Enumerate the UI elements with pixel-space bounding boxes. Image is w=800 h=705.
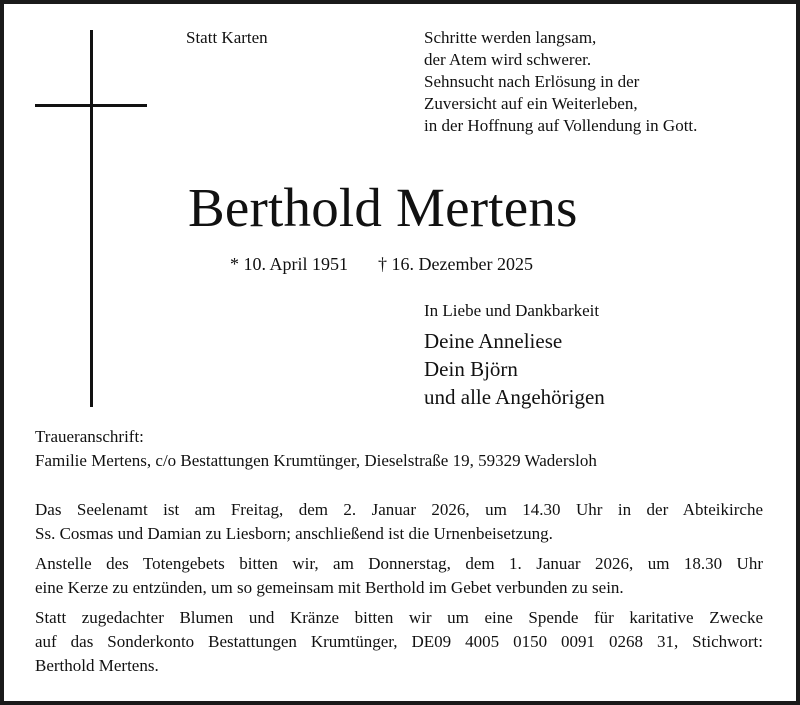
notice-line: eine Kerze zu entzünden, um so gemeinsam mit Berthold im Gebet verbunden zu sein. [35,578,624,597]
notices [35,492,763,684]
notice-line: auf das Sonderkonto Bestattungen Krumtünger, DE09 4005 0150 0091 0268 31, Stichwort: [35,632,763,651]
death-date: † 16. Dezember 2025 [378,254,533,274]
notice-line: Das Seelenamt ist am Freitag, dem 2. Januar 2026, um 14.30 Uhr in der Abteikirche [35,500,763,519]
address-label: Traueranschrift: [35,427,144,446]
life-dates [230,252,533,276]
statt-karten-label: Statt Karten [186,28,268,47]
notice-line: Anstelle des Totengebets bitten wir, am Donnerstag, dem 1. Januar 2026, um 18.30 Uhr [35,554,763,573]
mourning-address [35,425,597,473]
mourner-name: und alle Angehörigen [424,385,605,409]
deceased-name: Berthold Mertens [188,177,578,238]
mourners-list [424,327,605,411]
poem-line: in der Hoffnung auf Vollendung in Gott. [424,116,698,135]
notice-line: Ss. Cosmas und Damian zu Liesborn; anschließend ist die Urnenbeisetzung. [35,524,553,543]
poem-line: Sehnsucht nach Erlösung in der [424,72,640,91]
cross-icon-vertical-bar [90,30,93,407]
notice-line: Statt zugedachter Blumen und Kränze bitten wir um eine Spende für karitative Zwecke [35,608,763,627]
poem-line: Zuversicht auf ein Weiterleben, [424,94,638,113]
address-line: Familie Mertens, c/o Bestattungen Krumtünger, Dieselstraße 19, 59329 Wadersloh [35,451,597,470]
birth-date: * 10. April 1951 [230,254,349,274]
poem-line: Schritte werden langsam, [424,28,597,47]
dedication-line: In Liebe und Dankbarkeit [424,301,600,320]
mourner-name: Dein Björn [424,357,518,381]
poem [424,27,697,137]
poem-line: der Atem wird schwerer. [424,50,592,69]
notice-line: Berthold Mertens. [35,656,159,675]
mourner-name: Deine Anneliese [424,329,563,353]
cross-icon-horizontal-bar [35,104,147,107]
